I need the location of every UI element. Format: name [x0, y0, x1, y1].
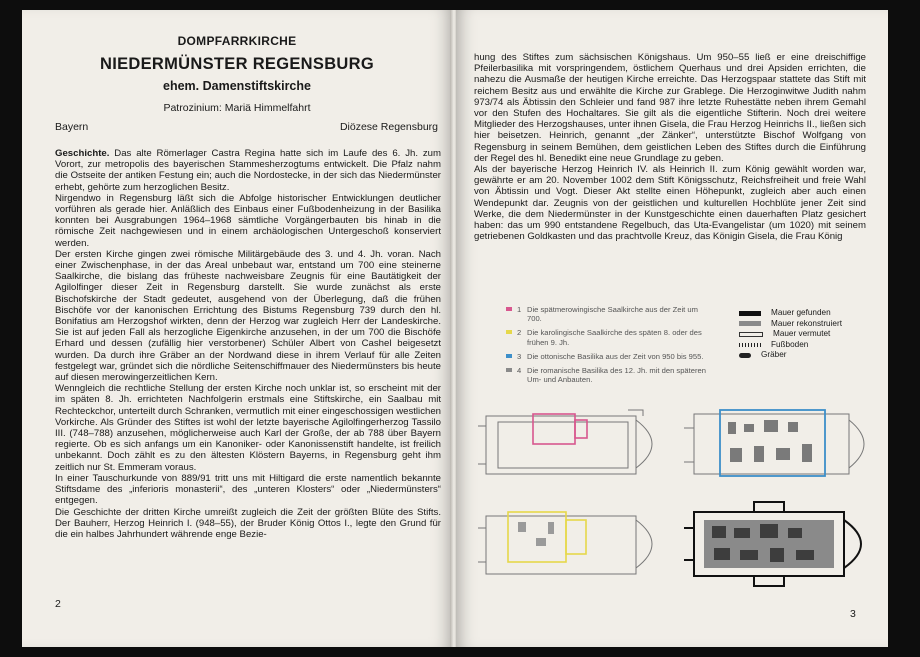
- right-page: [456, 10, 888, 647]
- floor-plan-1: [478, 398, 678, 488]
- page-number: 3: [850, 608, 856, 620]
- patrozinium: Patrozinium: Mariä Himmelfahrt: [163, 102, 311, 114]
- paragraph: Die Geschichte der dritten Kirche umreißt zugleich die Zeit der größten Blüte des Stifts. Der Bauherr, Herzog Heinrich I. (948–55), der Bruder König Ottos I., legte den Grund für die ein halbes Jahrhundert währende enge Bezie-: [55, 506, 441, 540]
- key-item: Mauer vermutet: [739, 329, 869, 340]
- paragraph: Geschichte. Das alte Römerlager Castra Regina hatte sich im Laufe des 6. Jh. zum Vorort, zur metropolis des bayerischen Stammesherzogtums entwickelt. Die Pfalz nahm die Ostseite der antiken Festung ein; auch die Nordostecke, in der sich das Niedermünster erhebt, gehörte zum herzoglichen Besitz.: [55, 148, 441, 193]
- legend-item: 3 Die ottonische Basilika aus der Zeit von 950 bis 955.: [506, 352, 714, 361]
- history-text-continued: [474, 52, 866, 292]
- legend-item: 4 Die romanische Basilika des 12. Jh. mit den späteren Um- und Anbauten.: [506, 366, 714, 384]
- left-page: [22, 10, 452, 647]
- legend-item: 2 Die karolingische Saalkirche des späten 8. oder des frühen 9. Jh.: [506, 328, 714, 346]
- wall-assumed-symbol: [739, 332, 763, 337]
- graves-symbol: [739, 353, 751, 358]
- legend-item: 1 Die spätmerowingische Saalkirche aus der Zeit um 700.: [506, 305, 714, 323]
- paragraph: Als der bayerische Herzog Heinrich IV. als Heinrich II. zum König gewählt worden war, gewährte er am 20. November 1002 dem Stift Königsschutz, Reichsfreiheit und freie Wahl von Äbtissin und Vogt. Dieser Akt stellte einen Höhepunkt, zugleich aber auch einen Wendepunkt dar. Zeugnis von der geistlichen und kulturellen Hochblüte jener Zeit sind Werke, die dem Niedermünster in der Kunstgeschichte einen dauerhaften Platz gesichert haben: das um 990 entstandene Regelbuch, das Uta-Evangelistar (um 1020) mit seinem getriebenen Goldkasten und das prachtvolle Kreuz, das Königin Gisela, die Frau König: [474, 164, 866, 243]
- paragraph: Nirgendwo in Regensburg läßt sich die Abfolge historischer Entwicklungen deutlicher vorführen als gerade hier. Anläßlich des Einbaus einer Fußbodenheizung in der Basilika konnten bei Ausgrabungen 1964–1968 sämtliche Vorgängerbauten bis hinab in die römische Zeit nachgewiesen und in einem archäologischen Untergeschoß konserviert werden.: [55, 192, 441, 249]
- floor-plan-2: [478, 498, 678, 588]
- paragraph: In einer Tauschurkunde von 889/91 tritt uns mit Hiltigard die erste namentlich bekannte Stiftsdame des „inferioris monasterii“, des „unteren Klosters“ oder „Niedermünsters“ entgegen.: [55, 472, 441, 507]
- swatch-carolingian: [506, 330, 512, 334]
- page-title: NIEDERMÜNSTER REGENSBURG: [100, 55, 374, 73]
- page-subtitle: ehem. Damenstiftskirche: [163, 79, 311, 93]
- swatch-ottonian: [506, 354, 512, 358]
- floor-symbol: [739, 343, 761, 347]
- church-kicker: DOMPFARRKIRCHE: [177, 34, 297, 48]
- diocese-label: Diözese Regensburg: [339, 121, 438, 133]
- swatch-merovingian: [506, 307, 512, 311]
- floor-plan-3: [684, 398, 879, 488]
- paragraph: hung des Stiftes zum sächsischen Königshaus. Um 950–55 ließ er eine dreischiffige Pfeilerbasilika mit vorspringendem, östlichem Querhaus und drei Apsiden errichten, die nahezu die Ausmaße der heutigen Kirche erreichte. Das Herzogspaar stattete das Stift mit reichem Besitz aus und erwählte die Kirche zur Grablege. Die Herzoginwitwe Judith nahm 973/74 als Äbtissin den Schleier und fand 987 ihre letzte Ruhestätte neben ihrem Gemahl vor den Stufen des Hochaltares. Sie gilt als die eigentliche Stifterin. Noch drei weitere Mitglieder des Herzogshauses, unter ihnen Gisela, die Frau Herzog Heinrichs II., ließen sich hier beisetzen. Heinrich, genannt „der Zänker“, unterstützte Bischof Wolfgang von Regensburg in seinem Bemühen, dem geistlichen Leben des Stiftes durch die Einführung der Regel des hl. Benedikt eine neue Grundlage zu geben.: [474, 52, 866, 164]
- key-item: Fußboden: [739, 340, 869, 351]
- key-item: Gräber: [739, 350, 869, 361]
- key-item: Mauer gefunden: [739, 308, 869, 319]
- wall-found-symbol: [739, 311, 761, 316]
- phase-legend: [506, 305, 714, 389]
- wall-reconstructed-symbol: [739, 321, 761, 326]
- section-label: Geschichte.: [55, 148, 110, 159]
- paragraph: Der ersten Kirche gingen zwei römische Militärgebäude des 3. und 4. Jh. voran. Nach einer Zwischenphase, in der das Areal unbebaut war, entstand um 700 eine steinerne Saalkirche, die bislang das früheste nachweisbare Zeugnis für eine Bautätigkeit der Agilolfinger dieser Zeit in Regensburg darstellt. Sie wurde zunächst als erste Bischofskirche der Stadt gedeutet, ausgehend von der Überlegung, daß die frühen Bischöfe vor der kanonischen Errichtung des Bistums Regensburg 739 durch den hl. Bonifatius am Herzogshof wirkten, denn der Herzog war zugleich Herr der Landeskirche. Sie ist auf jeden Fall als herzogliche Eigenkirche anzusehen, in der um 700 die Bischöfe Erhard und dessen (zufällig hier verstorbener) Schüler Albert von Cashel beigesetzt wurden. Da durch ihre Gräber an der Nordwand diese in ihrem Verlauf für alle Zeiten festgelegt war, gründet sich die nördliche Seitenschiffmauer des Niedermünsters bis heute auf diesen merowingerzeitlichen Kern.: [55, 248, 441, 384]
- wall-key: [739, 308, 869, 361]
- floor-plan-4: [684, 498, 879, 590]
- swatch-romanesque: [506, 368, 512, 372]
- history-text: [55, 148, 441, 596]
- page-number: 2: [55, 598, 61, 610]
- key-item: Mauer rekonstruiert: [739, 319, 869, 330]
- paragraph: Wenngleich die rechtliche Stellung der ersten Kirche noch unklar ist, so erscheint mit der im späten 8. Jh. errichteten Nachfolgerin erstmals eine Stiftskirche, ein Saalbau mit Rechteckchor, unterteilt durch Schranken, vermutlich mit einer eingeschossigen westlichen Vorkirche. Als Gründer des Stiftes ist wohl der letzte bayerische Agilolfingerherzog Tassilo III. (748–788) anzusehen, möglicherweise auch Karl der Große, der ab 788 über Bayern regierte. Ob es sich anfangs um ein Kanoniker- oder Kanonissenstift handelte, ist freilich unbekannt. Doch zählt es zu den ältesten Klöstern Bayerns, in Regensburg geht ihm zeitlich nur St. Emmeram voraus.: [55, 383, 441, 473]
- region-label: Bayern: [55, 121, 89, 133]
